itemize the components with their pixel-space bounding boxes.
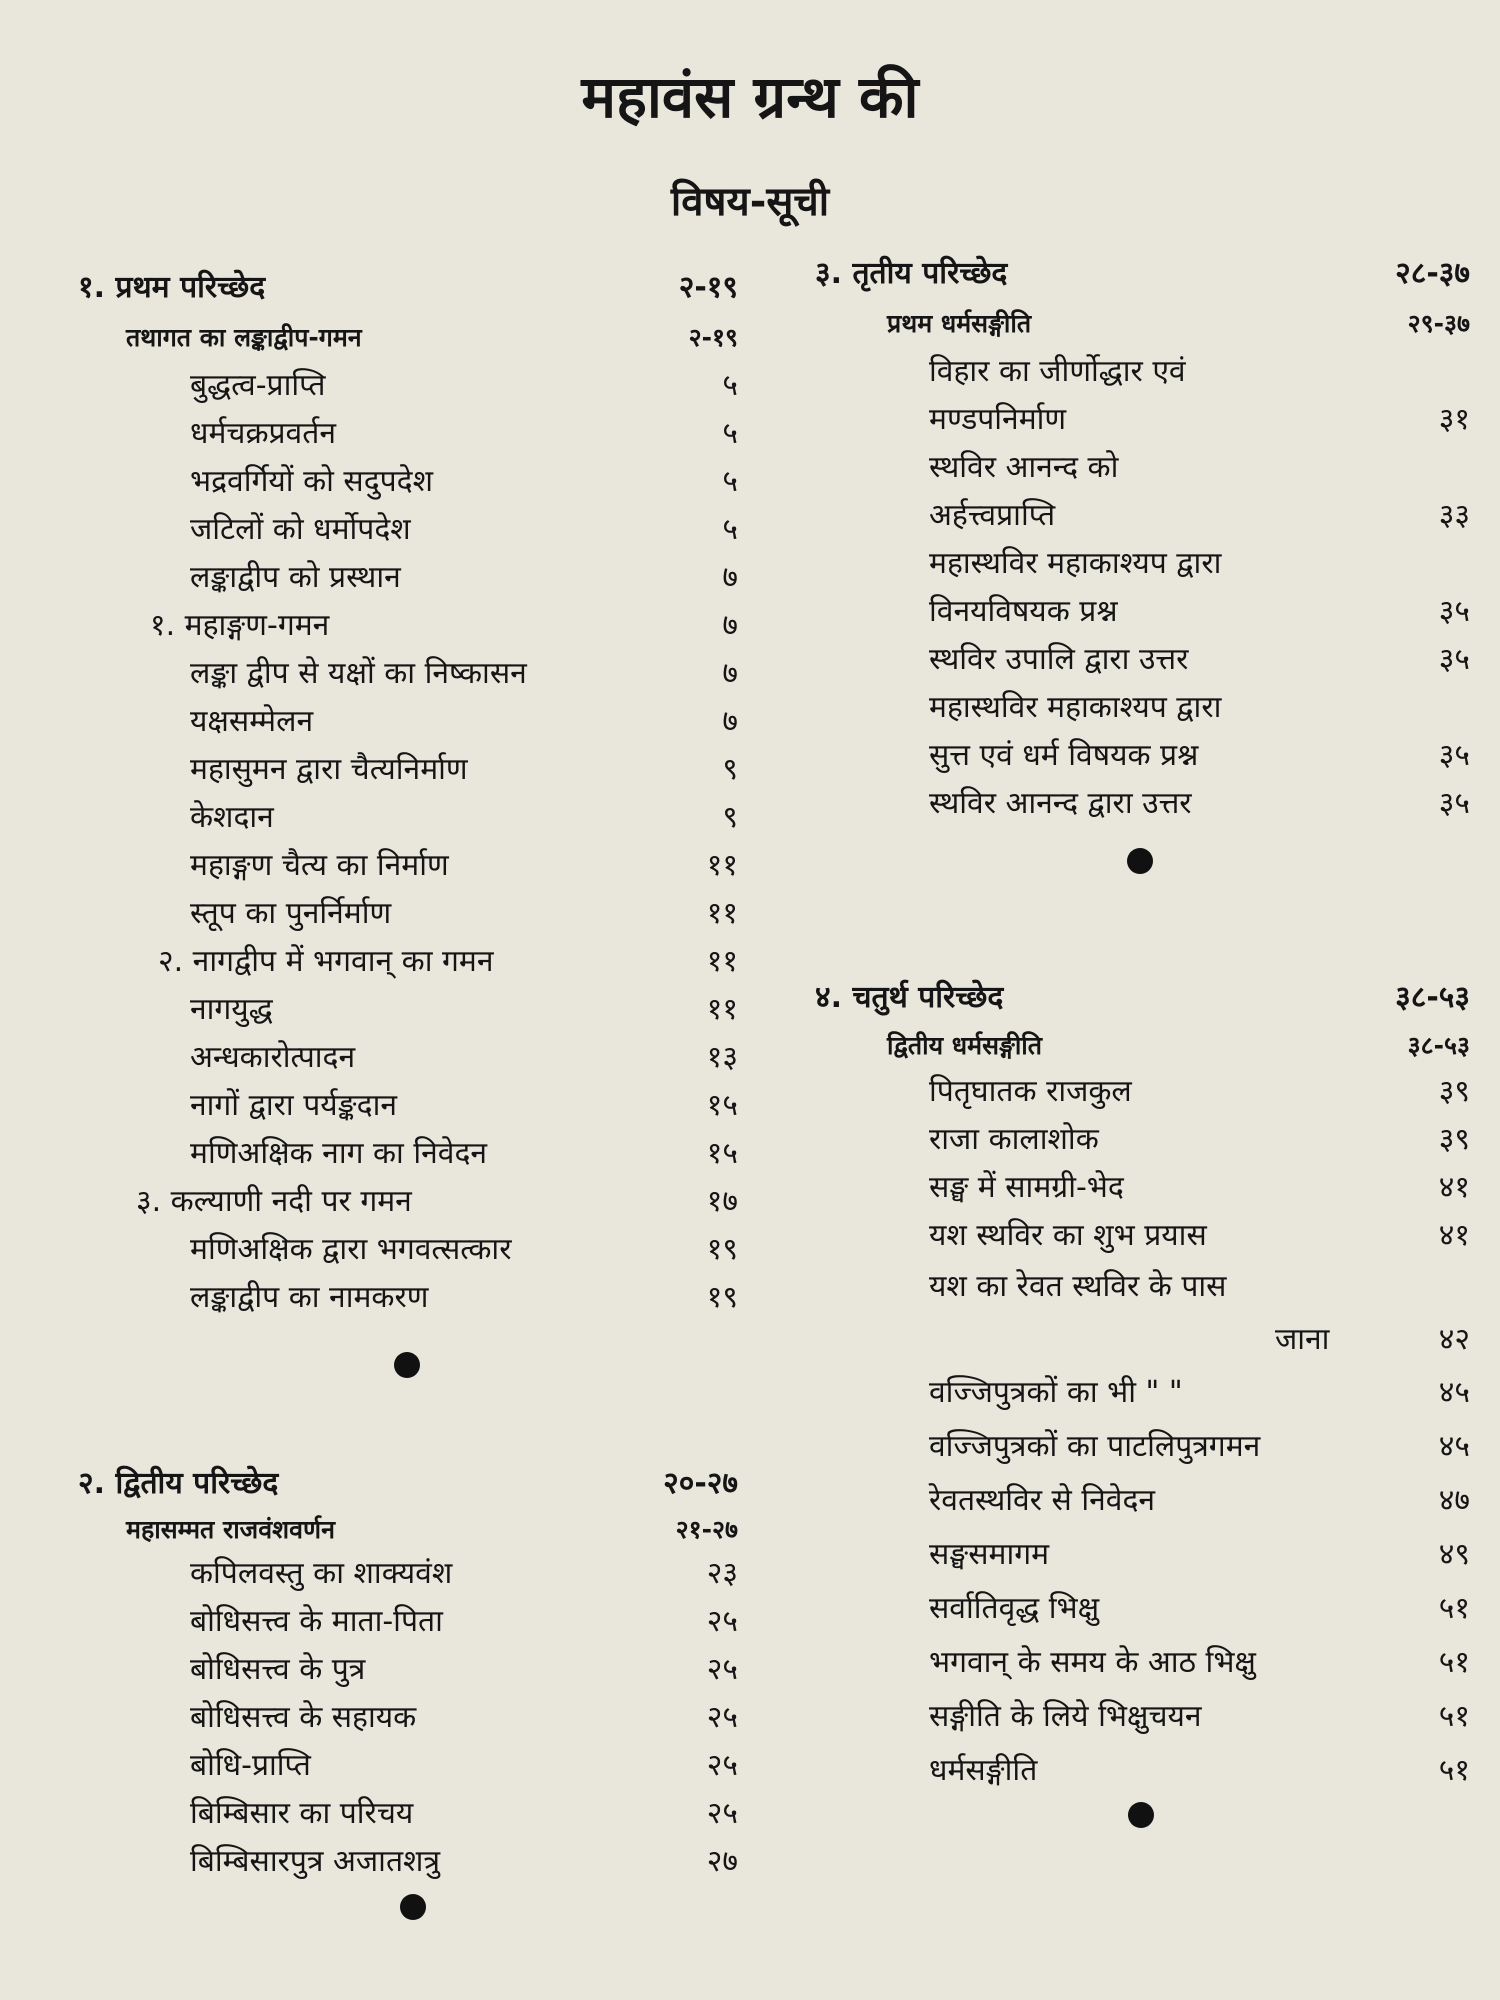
left-column xyxy=(78,262,738,1930)
toc-entry xyxy=(815,780,1470,828)
entry-page: ३९ xyxy=(1438,1122,1470,1157)
toc-entry xyxy=(78,1226,738,1274)
entry-title: २. नागद्वीप में भगवान् का गमन xyxy=(158,944,494,979)
entry-page: ९ xyxy=(722,752,738,787)
toc-entry xyxy=(78,1838,738,1886)
entry-title: स्थविर उपालि द्वारा उत्तर xyxy=(929,642,1189,677)
chapter-title: ३. तृतीय परिच्छेद xyxy=(815,256,1008,291)
toc-entry xyxy=(78,554,738,602)
entry-title: कपिलवस्तु का शाक्यवंश xyxy=(190,1556,453,1591)
entry-page: २५ xyxy=(706,1604,738,1639)
entry-title: पितृघातक राजकुल xyxy=(929,1074,1132,1109)
entry-page: ४९ xyxy=(1438,1537,1470,1572)
entry-title: सुत्त एवं धर्म विषयक प्रश्न xyxy=(929,738,1199,773)
entry-page: ४२ xyxy=(1438,1322,1470,1357)
entry-page: ४५ xyxy=(1438,1429,1470,1464)
entry-page: ३३ xyxy=(1438,498,1470,533)
entry-page: ७ xyxy=(722,704,738,739)
toc-entry xyxy=(815,1116,1470,1164)
entry-title: लङ्काद्वीप को प्रस्थान xyxy=(190,560,401,595)
toc-entry xyxy=(815,1314,1470,1366)
entry-page: ११ xyxy=(706,944,738,979)
toc-entry xyxy=(78,746,738,794)
entry-title: रेवतस्थविर से निवेदन xyxy=(929,1483,1156,1518)
entry-page: ४७ xyxy=(1438,1483,1470,1518)
entry-page: ४५ xyxy=(1438,1375,1470,1410)
entry-page: २५ xyxy=(706,1652,738,1687)
entry-title: लङ्का द्वीप से यक्षों का निष्कासन xyxy=(190,656,527,691)
toc-entry xyxy=(78,506,738,554)
chapter-heading xyxy=(815,248,1470,300)
entry-title: यश स्थविर का शुभ प्रयास xyxy=(929,1218,1207,1253)
entry-title: सङ्गीति के लिये भिक्षुचयन xyxy=(929,1699,1202,1734)
entry-page: ७ xyxy=(722,656,738,691)
toc-subsection xyxy=(78,1178,738,1226)
section-title: महासम्मत राजवंशवर्णन xyxy=(126,1515,335,1544)
entry-title: सङ्घसमागम xyxy=(929,1537,1050,1572)
chapter-pages: २०-२७ xyxy=(663,1466,738,1501)
entry-page: २५ xyxy=(706,1796,738,1831)
entry-title: मणिअक्षिक द्वारा भगवत्सत्कार xyxy=(190,1232,512,1267)
toc-subsection xyxy=(78,602,738,650)
toc-entry xyxy=(78,1550,738,1598)
entry-page: १५ xyxy=(706,1088,738,1123)
page-subtitle: विषय-सूची xyxy=(670,179,830,225)
toc-entry xyxy=(78,1034,738,1082)
entry-page: ३५ xyxy=(1438,594,1470,629)
entry-title: बोधिसत्त्व के पुत्र xyxy=(190,1652,366,1687)
entry-title: बुद्धत्व-प्राप्ति xyxy=(190,368,326,403)
toc-entry xyxy=(815,732,1470,780)
entry-title: वज्जिपुत्रकों का पाटलिपुत्रगमन xyxy=(929,1429,1261,1464)
entry-title: नागों द्वारा पर्यङ्कदान xyxy=(190,1088,397,1123)
entry-page: ४१ xyxy=(1438,1170,1470,1205)
chapter-heading xyxy=(815,972,1470,1024)
entry-title: बोधिसत्त्व के सहायक xyxy=(190,1700,417,1735)
entry-title: यक्षसम्मेलन xyxy=(190,704,314,739)
entry-title: नागयुद्ध xyxy=(190,992,273,1027)
bullet-separator xyxy=(1128,1802,1154,1828)
toc-entry xyxy=(815,396,1470,444)
entry-title: बिम्बिसारपुत्र अजातशत्रु xyxy=(190,1844,441,1879)
entry-title: बोधि-प्राप्ति xyxy=(190,1748,311,1783)
chapter-pages: २-१९ xyxy=(678,270,738,305)
section-heading xyxy=(815,300,1470,348)
entry-title: विहार का जीर्णोद्धार एवं xyxy=(929,354,1186,389)
section-pages: २-१९ xyxy=(688,323,738,352)
toc-entry xyxy=(815,1582,1470,1636)
entry-title: स्थविर आनन्द द्वारा उत्तर xyxy=(929,786,1192,821)
entry-page: ११ xyxy=(706,992,738,1027)
entry-title: बोधिसत्त्व के माता-पिता xyxy=(190,1604,443,1639)
entry-page: १९ xyxy=(706,1232,738,1267)
toc-entry xyxy=(78,986,738,1034)
toc-entry xyxy=(78,1082,738,1130)
entry-title: ३. कल्याणी नदी पर गमन xyxy=(136,1184,412,1219)
entry-page: २५ xyxy=(706,1700,738,1735)
toc-entry xyxy=(815,1212,1470,1260)
toc-entry xyxy=(815,1164,1470,1212)
entry-page: ५ xyxy=(722,416,738,451)
entry-title: भद्रवर्गियों को सदुपदेश xyxy=(190,464,433,499)
toc-entry xyxy=(78,1694,738,1742)
chapter-title: १. प्रथम परिच्छेद xyxy=(78,270,266,305)
toc-entry xyxy=(815,1420,1470,1474)
entry-title: महास्थविर महाकाश्यप द्वारा xyxy=(929,546,1222,581)
toc-entry xyxy=(78,794,738,842)
entry-page: ५ xyxy=(722,464,738,499)
section-title: द्वितीय धर्मसङ्गीति xyxy=(887,1031,1043,1060)
section-title: तथागत का लङ्काद्वीप-गमन xyxy=(126,323,362,352)
chapter-pages: २८-३७ xyxy=(1395,256,1470,291)
entry-page: १५ xyxy=(706,1136,738,1171)
entry-page: ५१ xyxy=(1438,1645,1470,1680)
toc-entry xyxy=(815,1744,1470,1798)
entry-title: विनयविषयक प्रश्न xyxy=(929,594,1118,629)
entry-page: ५ xyxy=(722,512,738,547)
section-pages: २१-२७ xyxy=(675,1515,738,1544)
entry-title: बिम्बिसार का परिचय xyxy=(190,1796,414,1831)
bullet-separator xyxy=(394,1352,420,1378)
toc-entry xyxy=(78,1790,738,1838)
entry-page: ३५ xyxy=(1438,642,1470,677)
toc-entry xyxy=(815,1260,1470,1314)
toc-entry xyxy=(815,492,1470,540)
toc-entry xyxy=(815,1690,1470,1744)
toc-entry xyxy=(815,444,1470,492)
entry-title: स्तूप का पुनर्निर्माण xyxy=(190,896,392,931)
entry-page: ३९ xyxy=(1438,1074,1470,1109)
toc-entry xyxy=(78,458,738,506)
toc-entry xyxy=(78,1742,738,1790)
section-heading xyxy=(815,1024,1470,1068)
toc-entry xyxy=(815,1068,1470,1116)
toc-entry xyxy=(815,1528,1470,1582)
entry-page: ११ xyxy=(706,848,738,883)
entry-title: मणिअक्षिक नाग का निवेदन xyxy=(190,1136,488,1171)
page-title: महावंस ग्रन्थ की xyxy=(581,63,919,131)
entry-title: सर्वातिवृद्ध भिक्षु xyxy=(929,1591,1100,1626)
entry-title: अर्हत्त्वप्राप्ति xyxy=(929,498,1056,533)
entry-title: अन्धकारोत्पादन xyxy=(190,1040,356,1075)
entry-title: यश का रेवत स्थविर के पास xyxy=(929,1269,1227,1304)
toc-entry xyxy=(78,842,738,890)
toc-entry xyxy=(78,362,738,410)
section-heading xyxy=(78,1510,738,1550)
entry-page: ३५ xyxy=(1438,786,1470,821)
toc-entry xyxy=(815,684,1470,732)
entry-page: ३५ xyxy=(1438,738,1470,773)
entry-page: ३१ xyxy=(1438,402,1470,437)
toc-entry xyxy=(815,540,1470,588)
entry-title: जाना xyxy=(1275,1322,1330,1357)
entry-title: मण्डपनिर्माण xyxy=(929,402,1067,437)
toc-entry xyxy=(78,410,738,458)
section-pages: ३८-५३ xyxy=(1407,1031,1470,1060)
chapter-title: २. द्वितीय परिच्छेद xyxy=(78,1466,279,1501)
toc-entry xyxy=(78,698,738,746)
entry-page: ५१ xyxy=(1438,1753,1470,1788)
chapter-title: ४. चतुर्थ परिच्छेद xyxy=(815,980,1004,1015)
toc-entry xyxy=(815,588,1470,636)
right-column xyxy=(815,248,1470,1838)
entry-page: २५ xyxy=(706,1748,738,1783)
entry-title: महाङ्गण चैत्य का निर्माण xyxy=(190,848,449,883)
entry-page: ९ xyxy=(722,800,738,835)
toc-entry xyxy=(78,1130,738,1178)
entry-title: वज्जिपुत्रकों का भी " " xyxy=(929,1375,1183,1410)
entry-title: महास्थविर महाकाश्यप द्वारा xyxy=(929,690,1222,725)
chapter-pages: ३८-५३ xyxy=(1395,980,1470,1015)
toc-entry xyxy=(78,1598,738,1646)
toc-entry xyxy=(815,1474,1470,1528)
toc-entry xyxy=(815,636,1470,684)
entry-title: भगवान् के समय के आठ भिक्षु xyxy=(929,1645,1256,1680)
entry-page: १३ xyxy=(706,1040,738,1075)
toc-entry xyxy=(78,1646,738,1694)
entry-page: ७ xyxy=(722,608,738,643)
entry-title: केशदान xyxy=(190,800,274,835)
entry-page: ५ xyxy=(722,368,738,403)
toc-entry xyxy=(78,890,738,938)
section-pages: २९-३७ xyxy=(1407,309,1470,338)
entry-page: ५१ xyxy=(1438,1591,1470,1626)
entry-title: सङ्घ में सामग्री-भेद xyxy=(929,1170,1124,1205)
chapter-heading xyxy=(78,262,738,314)
entry-title: धर्मचक्रप्रवर्तन xyxy=(190,416,336,451)
entry-page: ७ xyxy=(722,560,738,595)
toc-subsection xyxy=(78,938,738,986)
bullet-separator xyxy=(400,1894,426,1920)
entry-page: ४१ xyxy=(1438,1218,1470,1253)
bullet-separator xyxy=(1127,848,1153,874)
section-title: प्रथम धर्मसङ्गीति xyxy=(887,309,1032,338)
entry-title: धर्मसङ्गीति xyxy=(929,1753,1038,1788)
toc-entry xyxy=(78,1274,738,1322)
entry-title: महासुमन द्वारा चैत्यनिर्माण xyxy=(190,752,468,787)
toc-entry xyxy=(815,1366,1470,1420)
entry-page: १७ xyxy=(706,1184,738,1219)
toc-entry xyxy=(815,348,1470,396)
toc-entry xyxy=(78,650,738,698)
entry-page: ११ xyxy=(706,896,738,931)
entry-page: २३ xyxy=(706,1556,738,1591)
entry-page: १९ xyxy=(706,1280,738,1315)
entry-title: १. महाङ्गण-गमन xyxy=(150,608,330,643)
toc-entry xyxy=(815,1636,1470,1690)
entry-title: जटिलों को धर्मोपदेश xyxy=(190,512,411,547)
entry-page: ५१ xyxy=(1438,1699,1470,1734)
entry-title: राजा कालाशोक xyxy=(929,1122,1099,1157)
entry-page: २७ xyxy=(706,1844,738,1879)
entry-title: स्थविर आनन्द को xyxy=(929,450,1119,485)
section-heading xyxy=(78,314,738,362)
entry-title: लङ्काद्वीप का नामकरण xyxy=(190,1280,429,1315)
chapter-heading xyxy=(78,1458,738,1510)
